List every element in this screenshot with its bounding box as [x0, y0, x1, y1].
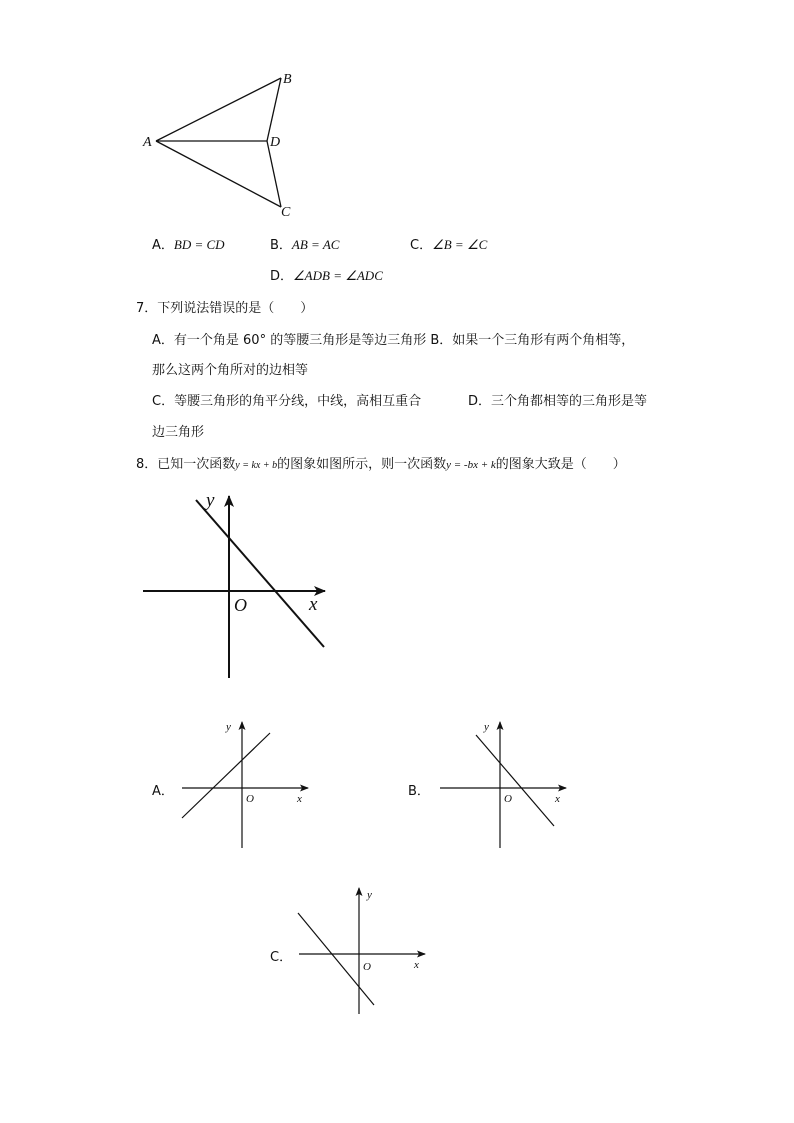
function-line: [196, 500, 324, 647]
origin-label: O: [504, 793, 512, 805]
segment-ab: [156, 78, 281, 141]
label-d: D: [270, 135, 281, 150]
q6-option-c[interactable]: [410, 234, 487, 253]
origin-label: O: [234, 595, 247, 615]
x-label: x: [297, 793, 302, 805]
q8-stem-c: 的图象大致是（ ）: [495, 457, 626, 472]
y-label: y: [226, 721, 231, 733]
y-label: y: [484, 721, 489, 733]
label-a: A: [143, 135, 152, 150]
q8-stem-a: 8．已知一次函数: [136, 457, 236, 472]
q8-stem-b: 的图象如图所示，则一次函数: [277, 457, 447, 472]
segment-dc: [267, 141, 281, 207]
option-text: ∠ADB = ∠ADC: [293, 268, 383, 283]
q8-option-a-graph[interactable]: [178, 718, 313, 853]
q8-option-b-label[interactable]: B．: [408, 784, 430, 799]
function-line: [476, 735, 554, 826]
label-c: C: [281, 205, 291, 220]
segment-ac: [156, 141, 281, 207]
q7-stem: 7．下列说法错误的是（ ）: [136, 301, 314, 316]
q7-line2: 那么这两个角所对的边相等: [152, 363, 309, 378]
option-letter: A．: [152, 238, 174, 253]
q7-line1[interactable]: A．有一个角是 60° 的等腰三角形是等边三角形 B．如果一个三角形有两个角相等，: [152, 333, 635, 348]
q6-option-a[interactable]: [152, 234, 225, 253]
option-letter: D．: [270, 269, 294, 284]
main-graph: [140, 488, 340, 683]
y-label: y: [206, 490, 215, 511]
q8-func2: y = -bx + k: [446, 459, 496, 471]
option-text: AB = AC: [291, 237, 340, 252]
option-letter: B．: [270, 238, 292, 253]
option-letter: C．: [410, 238, 433, 253]
origin-label: O: [246, 793, 254, 805]
x-label: x: [555, 793, 560, 805]
x-label: x: [414, 959, 419, 971]
q8-func1: y = kx + b: [235, 460, 278, 471]
q8-option-b-graph[interactable]: [436, 718, 571, 853]
function-line: [182, 733, 270, 818]
option-text: ∠B = ∠C: [432, 237, 488, 252]
origin-label: O: [363, 961, 371, 973]
q7-line4: 边三角形: [152, 425, 205, 440]
function-line: [298, 913, 374, 1005]
q8-stem: [136, 453, 626, 472]
x-label: x: [309, 594, 318, 615]
q7-option-d[interactable]: D．三个角都相等的三角形是等: [468, 394, 648, 409]
q6-option-d[interactable]: [270, 265, 383, 284]
triangle-figure: [140, 66, 310, 226]
q8-option-c-graph[interactable]: [295, 884, 430, 1019]
y-label: y: [367, 889, 372, 901]
label-b: B: [283, 72, 292, 87]
q6-option-b[interactable]: [270, 234, 339, 253]
q7-option-c[interactable]: C．等腰三角形的角平分线，中线，高相互重合: [152, 394, 422, 409]
segment-bd: [267, 78, 281, 141]
q8-option-c-label[interactable]: C．: [270, 950, 293, 965]
q8-option-a-label[interactable]: A．: [152, 784, 174, 799]
option-text: BD = CD: [173, 237, 225, 252]
